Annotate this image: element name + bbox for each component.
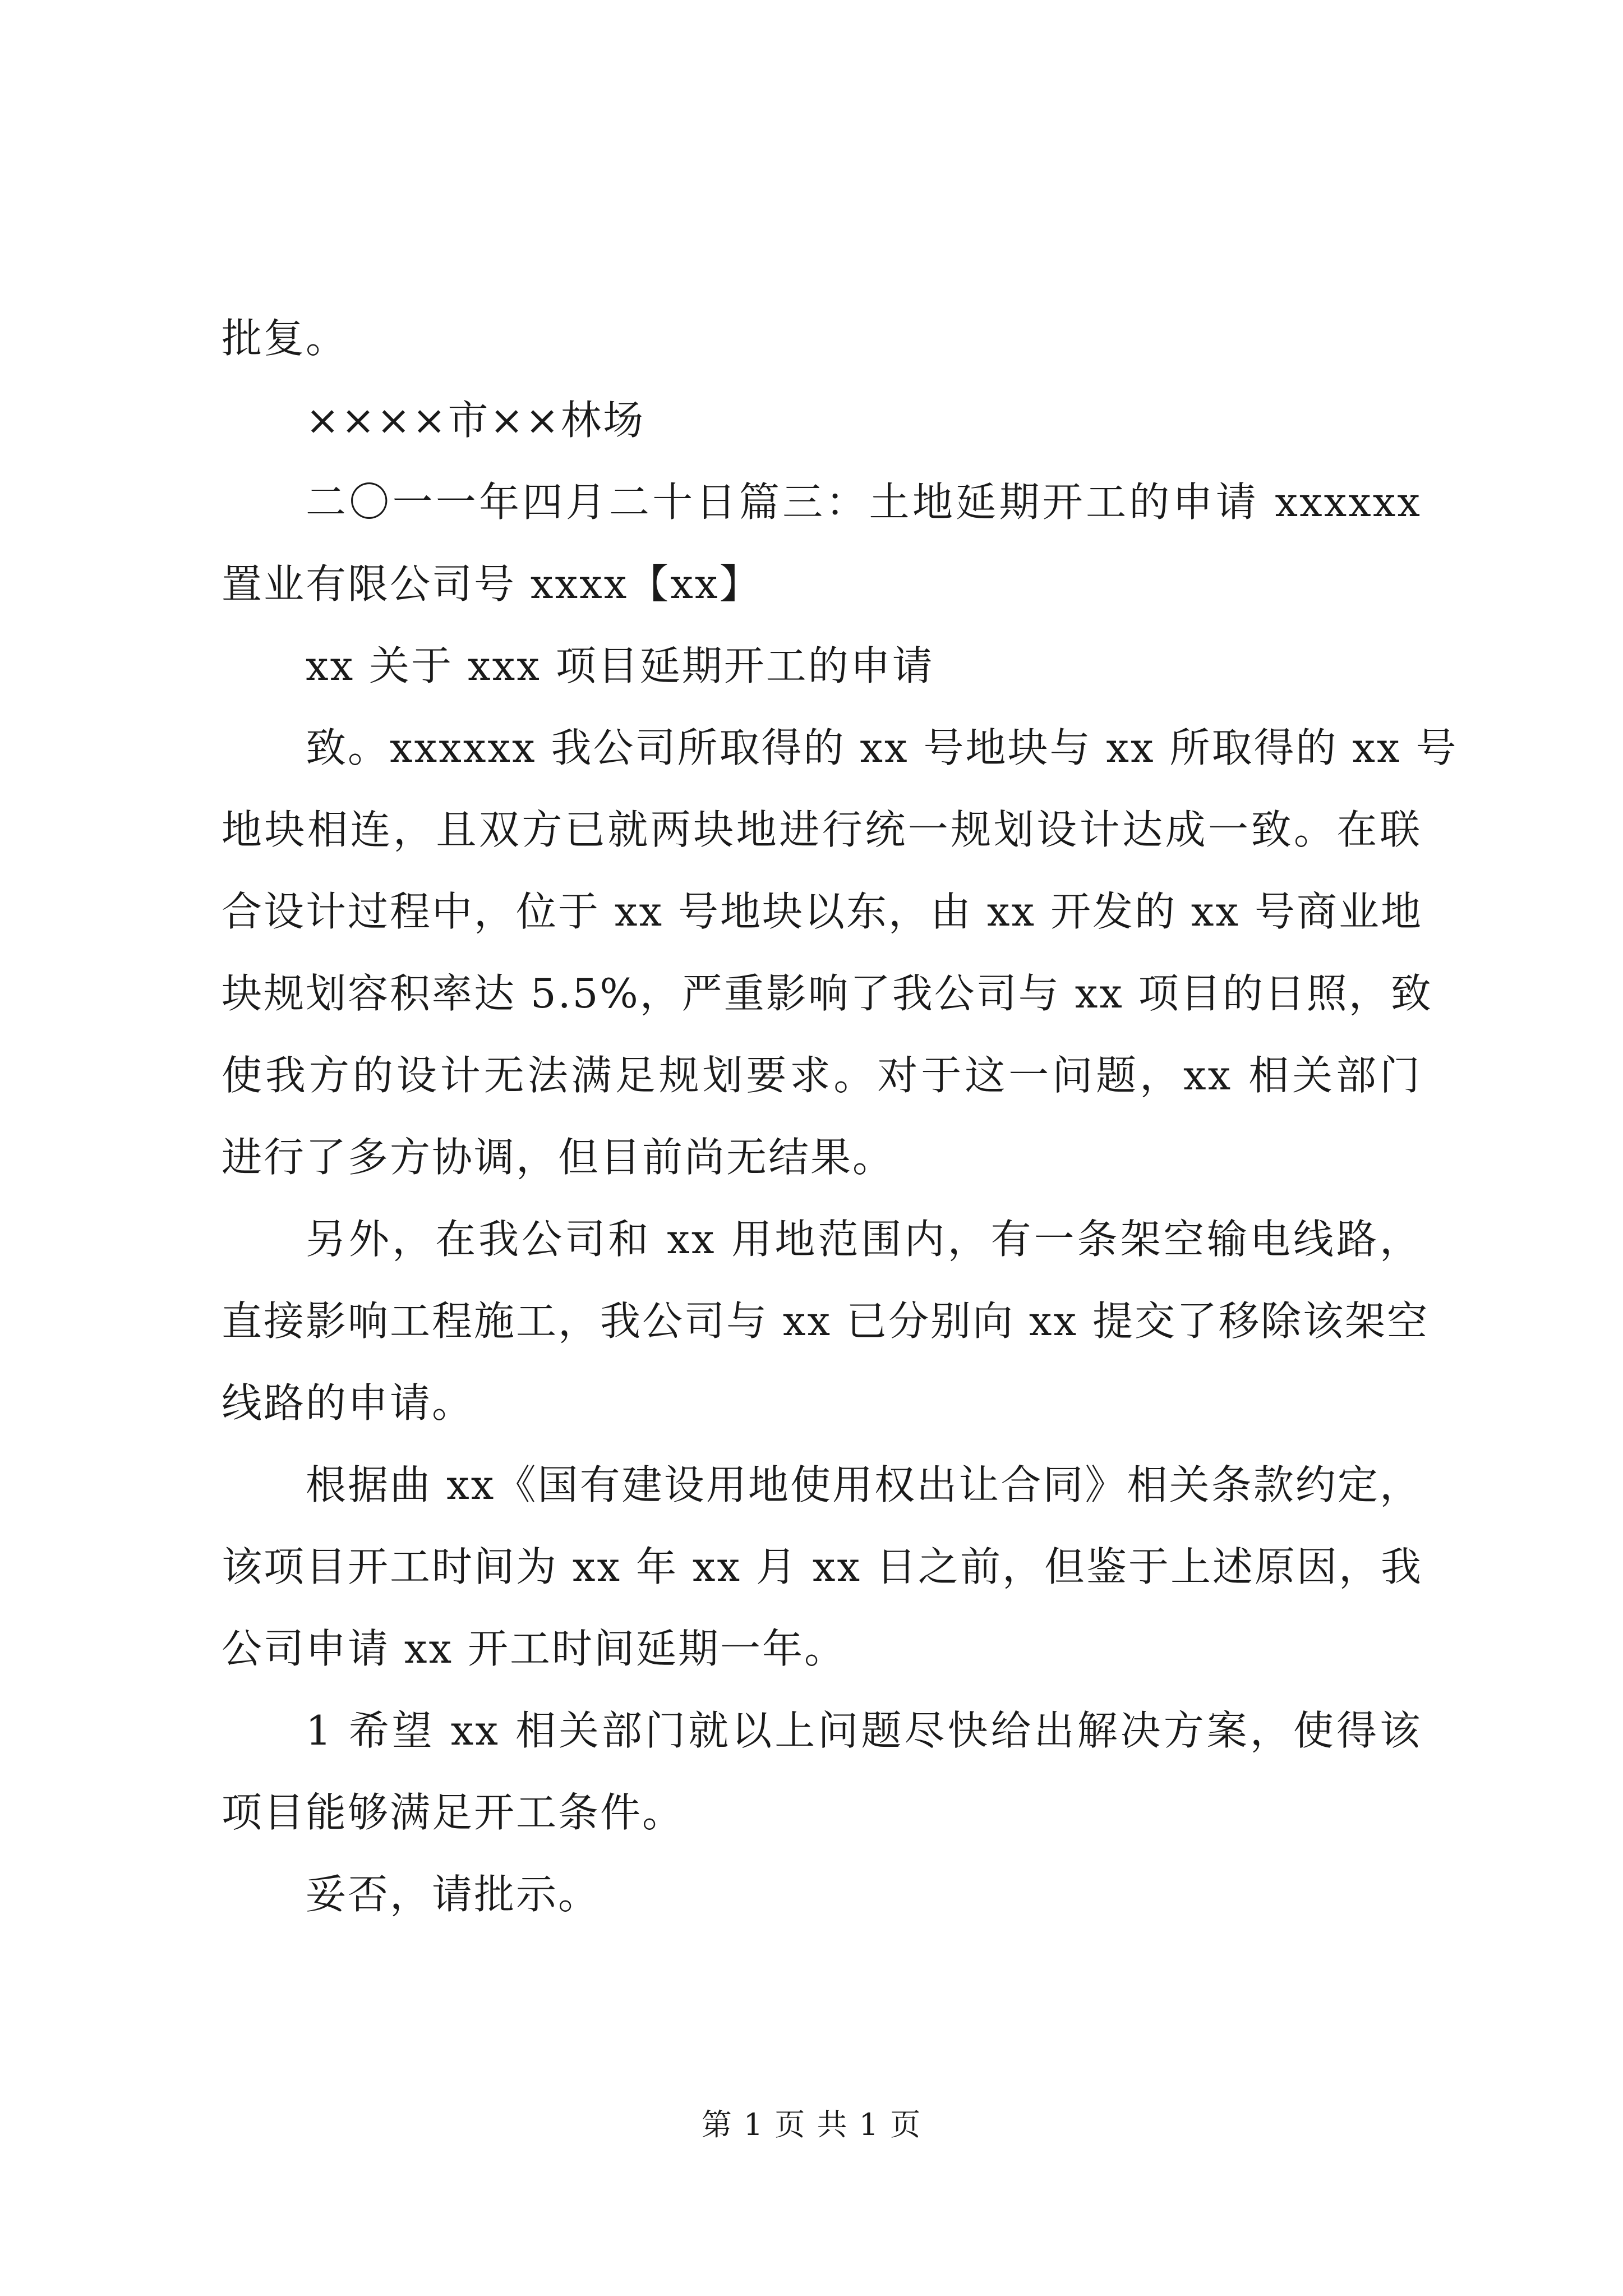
text-line: 致。xxxxxx 我公司所取得的 xx 号地块与 xx 所取得的 xx 号 xyxy=(306,724,1458,771)
text-line: 地块相连，且双方已就两块地进行统一规划设计达成一致。在联 xyxy=(222,806,1422,853)
text-line: 线路的申请。 xyxy=(222,1379,474,1427)
text-line: 置业有限公司号 xxxx【xx】 xyxy=(222,560,762,608)
text-line: 该项目开工时间为 xx 年 xx 月 xx 日之前，但鉴于上述原因，我 xyxy=(222,1543,1423,1590)
text-line: xx 关于 xxx 项目延期开工的申请 xyxy=(306,642,934,689)
text-line: 项目能够满足开工条件。 xyxy=(222,1789,685,1836)
text-line: 块规划容积率达 5.5%，严重影响了我公司与 xx 项目的日照，致 xyxy=(222,970,1433,1017)
text-line: 直接影响工程施工，我公司与 xx 已分别向 xx 提交了移除该架空 xyxy=(222,1297,1429,1345)
page-footer xyxy=(0,2101,1623,2144)
text-line: ××××市××林场 xyxy=(306,397,645,444)
text-line: 公司申请 xx 开工时间延期一年。 xyxy=(222,1625,846,1672)
text-line: 另外，在我公司和 xx 用地范围内，有一条架空输电线路， xyxy=(306,1216,1422,1263)
page-number-label: 第 1 页 共 1 页 xyxy=(701,2107,922,2142)
document-body xyxy=(222,297,1458,1935)
text-line: 二〇一一年四月二十日篇三：土地延期开工的申请 xxxxxx xyxy=(306,478,1422,526)
text-line: 使我方的设计无法满足规划要求。对于这一问题，xx 相关部门 xyxy=(222,1052,1422,1099)
text-line: 1 希望 xx 相关部门就以上问题尽快给出解决方案，使得该 xyxy=(306,1707,1422,1754)
text-line: 根据曲 xx《国有建设用地使用权出让合同》相关条款约定， xyxy=(306,1461,1422,1508)
text-line: 批复。 xyxy=(222,315,348,362)
text-line: 进行了多方协调，但目前尚无结果。 xyxy=(222,1134,895,1181)
text-line: 妥否，请批示。 xyxy=(306,1871,601,1918)
text-line: 合设计过程中，位于 xx 号地块以东，由 xx 开发的 xx 号商业地 xyxy=(222,888,1423,935)
